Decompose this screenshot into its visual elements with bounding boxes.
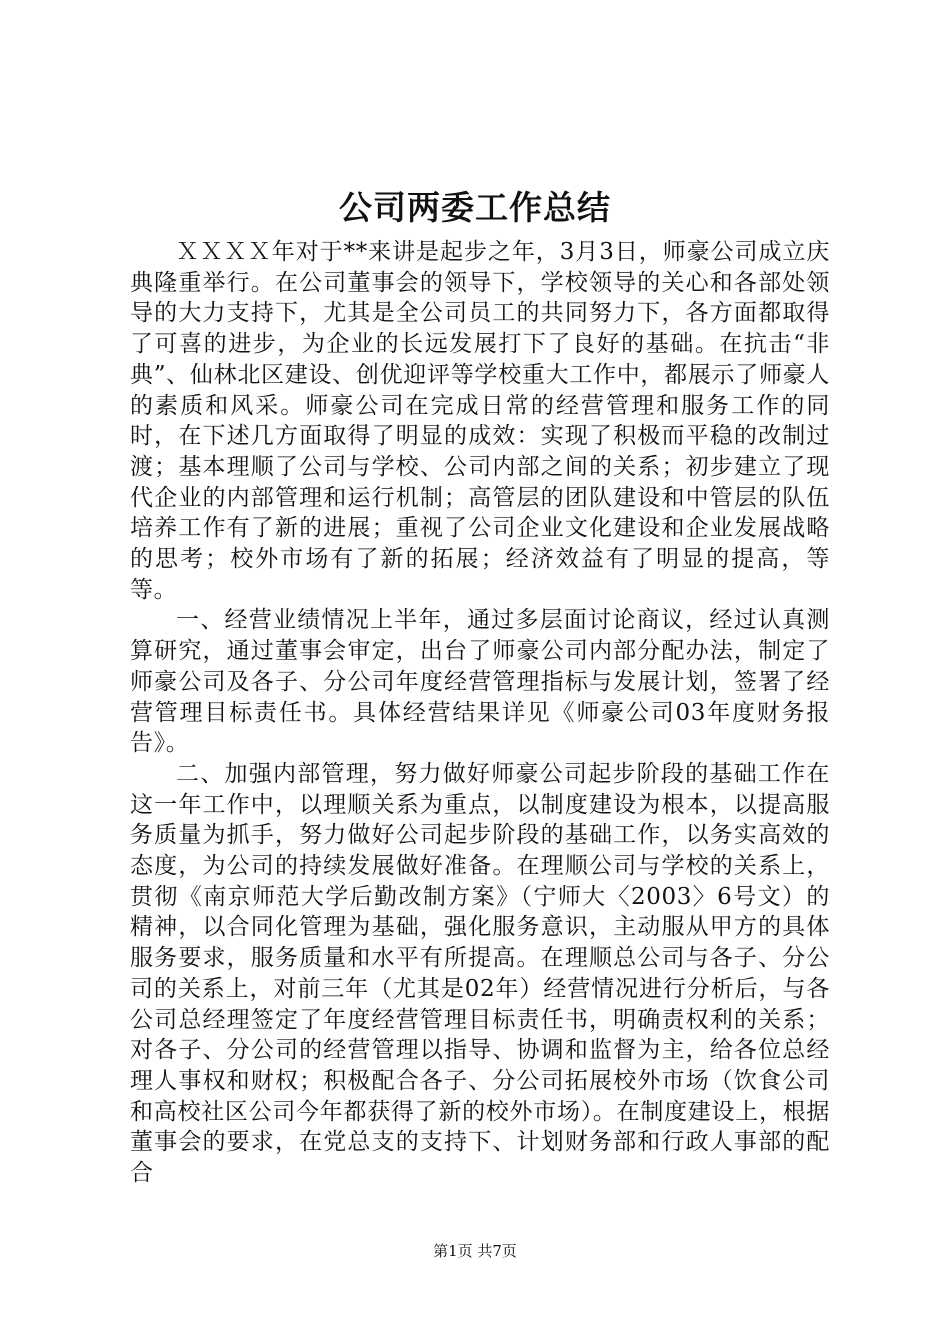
document-body <box>130 237 830 1189</box>
paragraph-section-2: 二、加强内部管理，努力做好师豪公司起步阶段的基础工作在这一年工作中，以理顺关系为重点，以制度建设为根本，以提高服务质量为抓手，努力做好公司起步阶段的基础工作，以务实高效的态度，为公司的持续发展做好准备。在理顺公司与学校的关系上，贯彻《南京师范大学后勤改制方案》（宁师大〈2003〉6号文）的精神，以合同化管理为基础，强化服务意识，主动服从甲方的具体服务要求，服务质量和水平有所提高。在理顺总公司与各子、分公司的关系上，对前三年（尤其是02年）经营情况进行分析后，与各公司总经理签定了年度经营管理目标责任书，明确责权利的关系；对各子、分公司的经营管理以指导、协调和监督为主，给各位总经理人事权和财权；积极配合各子、分公司拓展校外市场（饮食公司和高校社区公司今年都获得了新的校外市场）。在制度建设上，根据董事会的要求，在党总支的支持下、计划财务部和行政人事部的配合 <box>130 760 830 1187</box>
paragraph-intro: ＸＸＸＸ年对于**来讲是起步之年，3月3日，师豪公司成立庆典隆重举行。在公司董事会的领导下，学校领导的关心和各部处领导的大力支持下，尤其是全公司员工的共同努力下，各方面都取得了可喜的进步，为企业的长远发展打下了良好的基础。在抗击“非典”、仙林北区建设、创优迎评等学校重大工作中，都展示了师豪人的素质和风采。师豪公司在完成日常的经营管理和服务工作的同时，在下述几方面取得了明显的成效：实现了积极而平稳的改制过渡；基本理顺了公司与学校、公司内部之间的关系；初步建立了现代企业的内部管理和运行机制；高管层的团队建设和中管层的队伍培养工作有了新的进展；重视了公司企业文化建设和企业发展战略的思考；校外市场有了新的拓展；经济效益有了明显的提高，等等。 <box>130 239 830 603</box>
document-title: 公司两委工作总结 <box>339 188 611 227</box>
paragraph-section-1: 一、经营业绩情况上半年，通过多层面讨论商议，经过认真测算研究，通过董事会审定，出台了师豪公司内部分配办法，制定了师豪公司及各子、分公司年度经营管理指标与发展计划，签署了经营管理目标责任书。具体经营结果详见《师豪公司03年度财务报告》。 <box>130 607 830 757</box>
page-number-footer: 第1页 共7页 <box>433 1242 517 1260</box>
